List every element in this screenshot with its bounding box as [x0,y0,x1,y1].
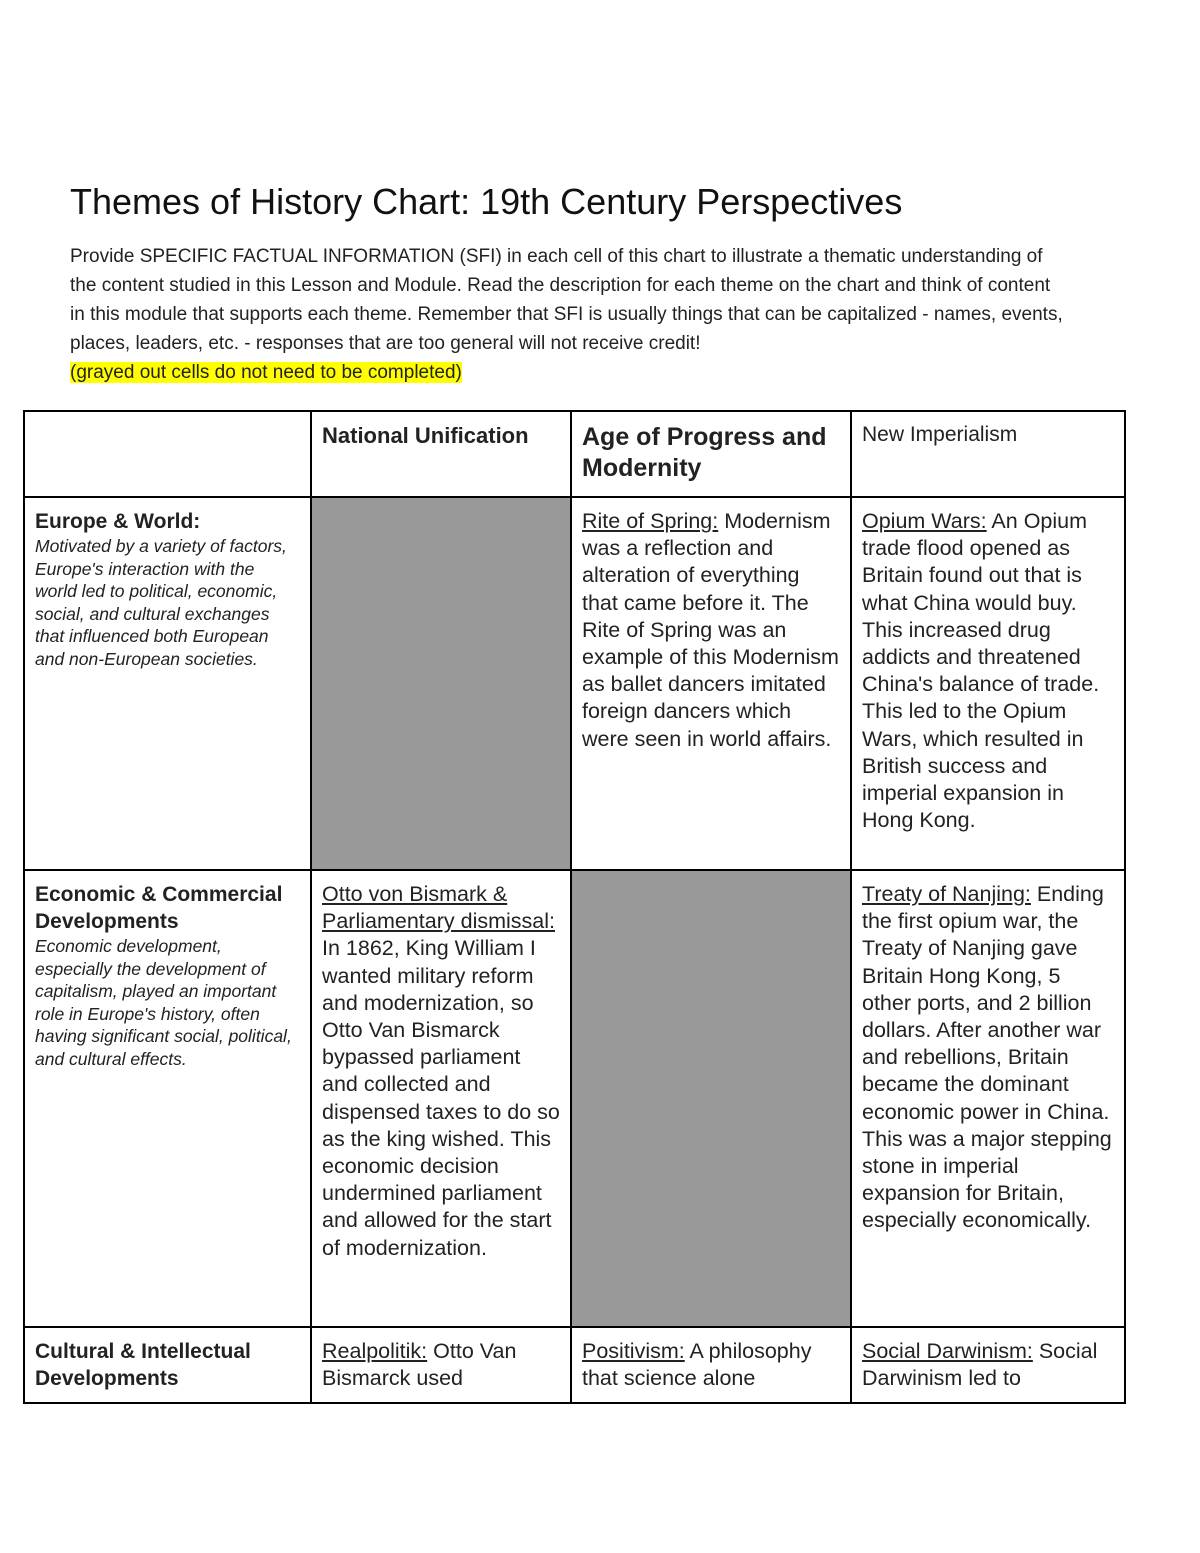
column-header-national-unification: National Unification [311,411,571,497]
table-row [24,497,1125,870]
table-row [24,870,1125,1327]
cell-text: An Opium trade flood opened as Britain found out that is what China would buy. This increased drug addicts and threatened China's balance of trade. This led to the Opium Wars, which resulted in British success and imperial expansion in Hong Kong. [862,509,1100,833]
cell-text: Ending the first opium war, the Treaty of Nanjing gave Britain Hong Kong, 5 other ports, and 2 billion dollars. After another war and rebellions, Britain became the dominant economic power in China. This was a major stepping stone in imperial expansion for Britain, especially economically. [862,882,1112,1233]
grayed-cells-note: (grayed out cells do not need to be completed) [70,362,462,383]
header-row [24,411,1125,497]
cell-text: Otto Van Bismarck used [322,1339,517,1391]
cell-term: Realpolitik: [322,1339,428,1363]
answer-cell[interactable] [571,497,851,870]
column-header-new-imperialism: New Imperialism [851,411,1125,497]
answer-cell[interactable] [311,1327,571,1403]
answer-cell[interactable] [851,497,1125,870]
corner-cell [24,411,311,497]
grayed-cell [571,870,851,1327]
answer-cell[interactable] [311,870,571,1327]
column-header-age-of-progress: Age of Progress and Modernity [571,411,851,497]
cell-term: Positivism: [582,1339,685,1363]
cell-text: Social Darwinism led to [862,1339,1098,1391]
answer-cell[interactable] [851,1327,1125,1403]
cell-text: A philosophy that science alone [582,1339,812,1391]
grayed-cell [311,497,571,870]
cell-term: Opium Wars: [862,509,987,533]
instructions-text: Provide SPECIFIC FACTUAL INFORMATION (SFI) in each cell of this chart to illustrate a thematic understanding of the content studied in this Lesson and Module. Read the description for each theme on the chart and think of content in this module that supports each theme. Remember that SFI is usually things that can be capitalized - names, events, places, leaders, etc. - responses that are too general will not receive credit! [70,246,1063,354]
cell-text: In 1862, King William I wanted military reform and modernization, so Otto Van Bismarck bypassed parliament and collected and dispensed taxes to do so as the king wished. This economic decision undermined parliament and allowed for the start of modernization. [322,936,560,1260]
theme-title: Economic & Commercial Developments [35,883,283,933]
cell-term: Treaty of Nanjing: [862,882,1031,906]
themes-chart-table [23,410,1126,1404]
theme-title: Europe & World: [35,510,201,533]
theme-cell-europe-world [24,497,311,870]
answer-cell[interactable] [851,870,1125,1327]
cell-term: Rite of Spring: [582,509,719,533]
theme-cell-economic-commercial [24,870,311,1327]
theme-description: Motivated by a variety of factors, Europe's interaction with the world led to political, economic, social, and cultural exchanges that influenced both European and non-European societies. [35,536,287,669]
theme-description: Economic development, especially the development of capitalism, played an important role in Europe's history, often having significant social, political, and cultural effects. [35,936,292,1069]
cell-term: Otto von Bismark & Parliamentary dismissal: [322,882,555,934]
table-row [24,1327,1125,1403]
theme-cell-cultural-intellectual [24,1327,311,1403]
cell-text: Modernism was a reflection and alteration of everything that came before it. The Rite of Spring was an example of this Modernism as ballet dancers imitated foreign dancers which were seen in world affairs. [582,509,839,751]
theme-title: Cultural & Intellectual Developments [35,1340,251,1390]
instructions [70,242,1070,387]
answer-cell[interactable] [571,1327,851,1403]
page-title: Themes of History Chart: 19th Century Perspectives [70,181,903,222]
cell-term: Social Darwinism: [862,1339,1033,1363]
